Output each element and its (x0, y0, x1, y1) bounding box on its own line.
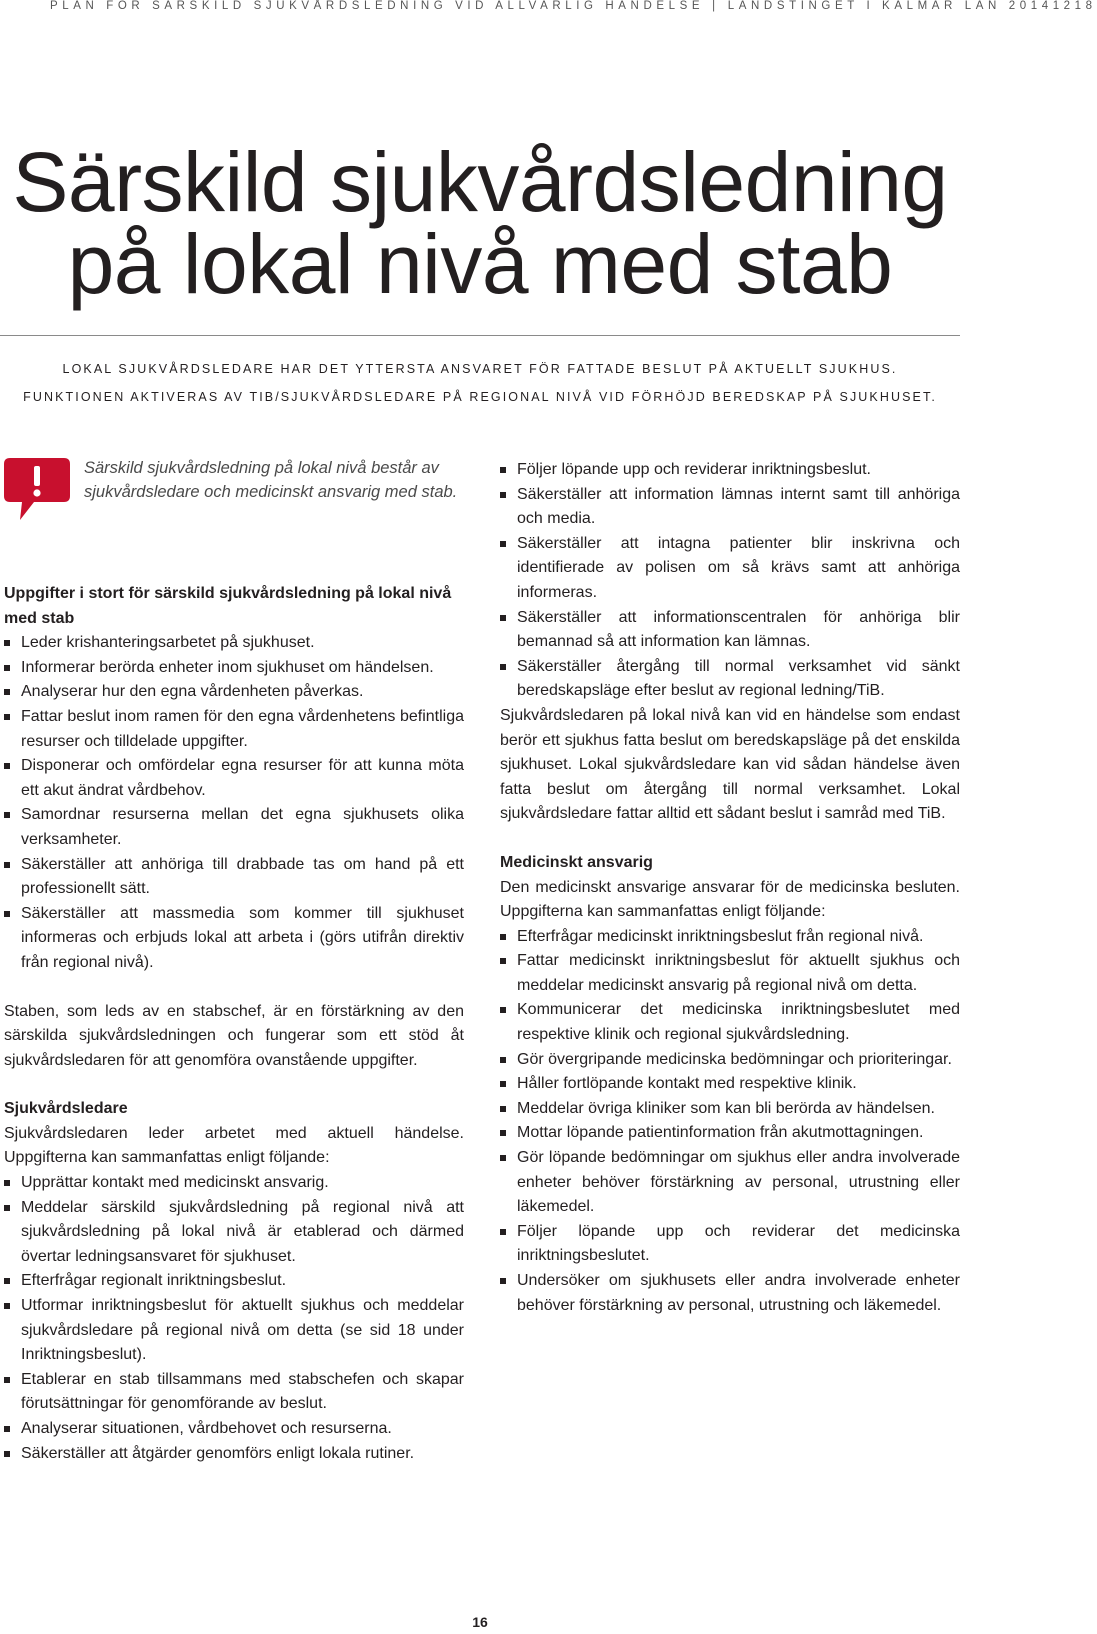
staff-paragraph: Staben, som leds av en stabschef, är en förstärkning av den särskilda sjukvårdsledningen och fungerar som ett stöd åt sjukvårdsledaren för att genomföra ovanstående uppgifter. (4, 1002, 464, 1069)
list-item: Säkerställer att informationscentralen för anhöriga blir bemannad så att information kan lämnas. (500, 606, 960, 655)
sjukvardsledare-intro: Sjukvårdsledaren leder arbetet med aktuell händelse. Uppgifterna kan sammanfattas enligt följande: (4, 1124, 464, 1167)
list-item: Säkerställer att anhöriga till drabbade tas om hand på ett professionellt sätt. (4, 853, 464, 902)
running-header-separator: | (712, 0, 720, 12)
list-item: Fattar beslut inom ramen för den egna vårdenhetens befintliga resurser och tilldelade uppgifter. (4, 705, 464, 754)
exclamation-icon (4, 458, 70, 522)
right-column (500, 458, 960, 1318)
list-item: Disponerar och omfördelar egna resurser för att kunna möta ett akut ändrat vårdbehov. (4, 754, 464, 803)
list-item: Följer löpande upp och reviderar det medicinska inriktningsbeslutet. (500, 1220, 960, 1269)
running-header-document-title: PLAN FÖR SÄRSKILD SJUKVÅRDSLEDNING VID ALLVARLIG HÄNDELSE (50, 0, 705, 12)
medicinskt-ansvarig-heading: Medicinskt ansvarig (500, 853, 653, 871)
list-item: Säkerställer att massmedia som kommer till sjukhuset informeras och erbjuds lokal att arbeta i (görs utifrån direktiv från regional nivå). (4, 902, 464, 976)
page-title-line-1: Särskild sjukvårdsledning (12, 135, 948, 229)
list-item: Samordnar resurserna mellan det egna sjukhusets olika verksamheter. (4, 803, 464, 852)
list-item: Informerar berörda enheter inom sjukhuset om händelsen. (4, 656, 464, 681)
tasks-heading: Uppgifter i stort för särskild sjukvårdsledning på lokal nivå med stab (4, 585, 452, 627)
page-title-line-2: på lokal nivå med stab (67, 217, 893, 311)
list-item: Utformar inriktningsbeslut för aktuellt sjukhus och meddelar sjukvårdsledare på regional nivå om detta (se sid 18 under Inriktningsbeslut). (4, 1294, 464, 1368)
list-item: Säkerställer återgång till normal verksamhet vid sänkt beredskapsläge efter beslut av regional ledning/TiB. (500, 655, 960, 704)
list-item: Säkerställer att intagna patienter blir inskrivna och identifierade av polisen om så krävs samt att anhöriga informeras. (500, 532, 960, 606)
list-item: Säkerställer att åtgärder genomförs enligt lokala rutiner. (4, 1442, 464, 1467)
sjukvardsledare-closing: Sjukvårdsledaren på lokal nivå kan vid en händelse som endast berör ett sjukhus fatta beslut om beredskapsläge på det enskilda sjukhuset. Lokal sjukvårdsledare kan vid sådan händelse även fatta beslut om återgång till normal verksamhet. Lokal sjukvårdsledare fattar alltid ett sådant beslut i samråd med TiB. (500, 706, 960, 823)
running-header-organization-date: LANDSTINGET I KALMAR LÄN 20141218 (727, 0, 1097, 12)
sjukvardsledare-list (4, 1171, 464, 1466)
running-header (50, 0, 1097, 12)
tasks-list (4, 631, 464, 975)
list-item: Gör löpande bedömningar om sjukhus eller andra involverade enheter behöver förstärkning av personal, utrustning eller läkemedel. (500, 1146, 960, 1220)
intro-line-2: FUNKTIONEN AKTIVERAS AV TIB/SJUKVÅRDSLEDARE PÅ REGIONAL NIVÅ VID FÖRHÖJD BEREDSKAP PÅ SJUKHUSET. (23, 390, 937, 404)
title-divider (0, 335, 960, 336)
list-item: Undersöker om sjukhusets eller andra involverade enheter behöver förstärkning av personal, utrustning och läkemedel. (500, 1269, 960, 1318)
list-item: Efterfrågar regionalt inriktningsbeslut. (4, 1269, 464, 1294)
left-column (4, 582, 464, 1466)
list-item: Kommunicerar det medicinska inriktningsbeslutet med respektive klinik och regional sjukvårdsledning. (500, 998, 960, 1047)
list-item: Analyserar situationen, vårdbehovet och resurserna. (4, 1417, 464, 1442)
list-item: Säkerställer att information lämnas internt samt till anhöriga och media. (500, 483, 960, 532)
medicinskt-ansvarig-intro: Den medicinskt ansvarige ansvarar för de medicinska besluten. Uppgifterna kan sammanfattas enligt följande: (500, 878, 960, 921)
list-item: Analyserar hur den egna vårdenheten påverkas. (4, 680, 464, 705)
list-item: Gör övergripande medicinska bedömningar och prioriteringar. (500, 1048, 960, 1073)
list-item: Upprättar kontakt med medicinskt ansvarig. (4, 1171, 464, 1196)
page-number: 16 (472, 1614, 488, 1630)
spacer (500, 827, 960, 851)
list-item: Efterfrågar medicinskt inriktningsbeslut från regional nivå. (500, 925, 960, 950)
list-item: Meddelar särskild sjukvårdsledning på regional nivå att sjukvårdsledning på lokal nivå är etablerad och därmed övertar ledningsansvaret för sjukhuset. (4, 1196, 464, 1270)
list-item: Följer löpande upp och reviderar inriktningsbeslut. (500, 458, 960, 483)
intro-line-1: LOKAL SJUKVÅRDSLEDARE HAR DET YTTERSTA ANSVARET FÖR FATTADE BESLUT PÅ AKTUELLT SJUKHUS. (62, 362, 898, 376)
callout-text: Särskild sjukvårdsledning på lokal nivå består av sjukvårdsledare och medicinskt ansvarig med stab. (84, 459, 458, 501)
medicinskt-ansvarig-list (500, 925, 960, 1319)
list-item: Mottar löpande patientinformation från akutmottagningen. (500, 1121, 960, 1146)
sjukvardsledare-list-continued (500, 458, 960, 704)
list-item: Leder krishanteringsarbetet på sjukhuset. (4, 631, 464, 656)
list-item: Fattar medicinskt inriktningsbeslut för aktuellt sjukhus och meddelar medicinskt ansvarig på regional nivå om detta. (500, 949, 960, 998)
spacer (4, 1073, 464, 1097)
list-item: Meddelar övriga kliniker som kan bli berörda av händelsen. (500, 1097, 960, 1122)
list-item: Etablerar en stab tillsammans med stabschefen och skapar förutsättningar för genomförande av beslut. (4, 1368, 464, 1417)
list-item: Håller fortlöpande kontakt med respektive klinik. (500, 1072, 960, 1097)
sjukvardsledare-heading: Sjukvårdsledare (4, 1100, 128, 1118)
spacer (4, 976, 464, 1000)
